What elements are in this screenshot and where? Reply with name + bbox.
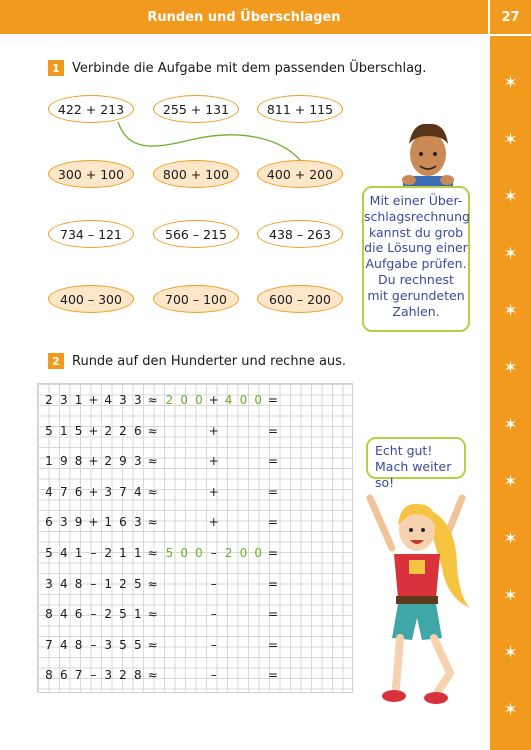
- task-oval[interactable]: 734 – 121: [48, 220, 134, 248]
- digit: 2: [45, 393, 53, 407]
- hint-line: Mit einer Über-: [369, 193, 463, 208]
- task-oval[interactable]: 422 + 213: [48, 95, 134, 123]
- operator: +: [208, 515, 219, 530]
- star-icon: ✶: [503, 586, 518, 606]
- operator: +: [88, 393, 99, 407]
- calculation-row: [38, 606, 354, 622]
- answer-digit[interactable]: 2: [165, 393, 174, 407]
- equals-sign: =: [267, 668, 279, 683]
- digit: 8: [45, 668, 53, 683]
- approx-sign: ≈: [147, 668, 158, 683]
- praise-speech-bubble: [366, 437, 466, 490]
- equals-sign: =: [267, 454, 279, 469]
- praise-line: Echt gut!: [375, 443, 433, 458]
- digit: 1: [133, 607, 142, 622]
- digit: 5: [119, 637, 127, 652]
- calculation-row: [38, 667, 354, 683]
- digit: 4: [104, 393, 112, 407]
- task-oval[interactable]: 811 + 115: [257, 95, 343, 123]
- task-oval[interactable]: 566 – 215: [153, 220, 239, 248]
- approx-sign: ≈: [147, 515, 158, 530]
- operator: +: [88, 423, 99, 438]
- answer-digit[interactable]: 0: [195, 393, 203, 407]
- digit: 7: [59, 484, 68, 499]
- digit: 7: [119, 484, 127, 499]
- task-oval[interactable]: 255 + 131: [153, 95, 239, 123]
- approx-sign: ≈: [147, 423, 158, 438]
- operator: –: [90, 576, 97, 591]
- calculation-row: [38, 392, 354, 408]
- hint-line: kannst du grob: [368, 224, 464, 240]
- digit: 1: [45, 454, 53, 469]
- digit: 1: [74, 393, 83, 407]
- operator: –: [210, 607, 217, 622]
- approx-sign: ≈: [147, 454, 158, 469]
- digit: 5: [45, 423, 53, 438]
- approx-sign: ≈: [147, 393, 158, 407]
- digit: 3: [59, 393, 68, 407]
- digit: 4: [133, 484, 142, 499]
- calculation-grid[interactable]: [37, 383, 353, 693]
- calculation-row: [38, 514, 354, 530]
- operator: –: [210, 576, 217, 591]
- approx-sign: ≈: [147, 576, 158, 591]
- digit: 3: [119, 393, 127, 407]
- approx-sign: ≈: [147, 546, 158, 560]
- operator: +: [208, 484, 219, 499]
- digit: 6: [59, 668, 68, 683]
- digit: 8: [74, 576, 83, 591]
- girl-illustration: [362, 488, 472, 718]
- hint-line: mit gerundeten: [367, 287, 465, 303]
- estimate-oval[interactable]: 700 – 100: [153, 285, 239, 313]
- digit: 6: [119, 515, 127, 530]
- digit: 4: [59, 607, 68, 622]
- operator: –: [210, 546, 217, 560]
- digit: 4: [59, 576, 68, 591]
- answer-digit[interactable]: 0: [180, 393, 188, 407]
- digit: 6: [133, 423, 142, 438]
- digit: 8: [133, 668, 142, 683]
- task-instruction: Verbinde die Aufgabe mit dem passenden Überschlag.: [72, 60, 427, 76]
- answer-digit[interactable]: 4: [224, 393, 233, 407]
- calculation-row: [38, 576, 354, 592]
- answer-digit[interactable]: 0: [239, 546, 248, 560]
- digit: 1: [74, 546, 83, 560]
- equals-sign: =: [267, 546, 279, 560]
- digit: 3: [133, 515, 142, 530]
- hint-line: Zahlen.: [392, 303, 440, 319]
- operator: +: [88, 454, 99, 469]
- hint-line: Aufgabe prüfen.: [365, 256, 467, 272]
- star-icon: ✶: [503, 301, 518, 321]
- task-number: 1: [48, 60, 64, 76]
- digit: 1: [104, 576, 112, 591]
- digit: 9: [59, 454, 68, 469]
- star-icon: ✶: [503, 529, 518, 549]
- digit: 3: [104, 668, 112, 683]
- star-icon: ✶: [503, 358, 518, 378]
- star-icon: ✶: [503, 700, 518, 720]
- digit: 5: [45, 546, 53, 560]
- digit: 5: [119, 607, 127, 622]
- digit: 1: [133, 546, 142, 560]
- star-icon: ✶: [503, 187, 518, 207]
- answer-digit[interactable]: 2: [224, 546, 233, 560]
- digit: 3: [133, 393, 142, 407]
- equals-sign: =: [267, 515, 279, 530]
- praise-line: Mach weiter so!: [375, 458, 452, 490]
- digit: 7: [74, 668, 83, 683]
- operator: –: [90, 637, 97, 652]
- answer-digit[interactable]: 0: [254, 393, 262, 407]
- operator: –: [90, 607, 97, 622]
- digit: 1: [59, 423, 68, 438]
- task-number: 2: [48, 353, 64, 369]
- digit: 3: [104, 637, 112, 652]
- star-icon: ✶: [503, 130, 518, 150]
- digit: 2: [104, 454, 112, 469]
- star-icon: ✶: [503, 244, 518, 264]
- hint-line: die Lösung einer: [364, 240, 468, 256]
- equals-sign: =: [267, 607, 279, 622]
- answer-digit[interactable]: 0: [180, 546, 188, 560]
- approx-sign: ≈: [147, 607, 158, 622]
- equals-sign: =: [267, 393, 279, 407]
- digit: 3: [59, 515, 68, 530]
- estimate-oval[interactable]: 400 + 200: [257, 160, 343, 188]
- estimate-oval[interactable]: 400 – 300: [48, 285, 134, 313]
- star-icon: ✶: [503, 415, 518, 435]
- hint-line: schlagsrechnung: [364, 208, 470, 224]
- digit: 3: [104, 484, 112, 499]
- digit: 2: [104, 423, 112, 438]
- page-title: Runden und Überschlagen: [147, 9, 341, 25]
- star-icon: ✶: [503, 472, 518, 492]
- boy-illustration: [393, 114, 463, 194]
- operator: –: [90, 668, 97, 683]
- calculation-row: [38, 423, 354, 439]
- digit: 2: [119, 576, 127, 591]
- digit: 8: [74, 454, 83, 469]
- operator: +: [208, 423, 219, 438]
- calculation-row: [38, 484, 354, 500]
- digit: 4: [45, 484, 53, 499]
- digit: 8: [45, 607, 53, 622]
- digit: 3: [133, 454, 142, 469]
- star-icon: ✶: [503, 643, 518, 663]
- digit: 4: [59, 546, 68, 560]
- digit: 6: [74, 484, 83, 499]
- hint-speech-bubble: [362, 186, 470, 332]
- approx-sign: ≈: [147, 637, 158, 652]
- equals-sign: =: [267, 484, 279, 499]
- task-instruction: Runde auf den Hunderter und rechne aus.: [72, 353, 347, 369]
- answer-digit[interactable]: 0: [195, 546, 203, 560]
- estimate-oval[interactable]: 600 – 200: [257, 285, 343, 313]
- digit: 3: [45, 576, 53, 591]
- equals-sign: =: [267, 576, 279, 591]
- answer-digit[interactable]: 0: [254, 546, 262, 560]
- operator: +: [208, 393, 219, 407]
- estimate-oval[interactable]: 800 + 100: [153, 160, 239, 188]
- hint-line: Du rechnest: [378, 271, 454, 287]
- digit: 9: [119, 454, 127, 469]
- operator: +: [88, 515, 99, 530]
- digit: 4: [59, 637, 68, 652]
- digit: 2: [119, 668, 127, 683]
- star-icon: ✶: [503, 73, 518, 93]
- calculation-row: [38, 545, 354, 561]
- equals-sign: =: [267, 423, 279, 438]
- digit: 5: [133, 637, 142, 652]
- operator: +: [88, 484, 99, 499]
- digit: 9: [74, 515, 83, 530]
- answer-digit[interactable]: 0: [239, 393, 248, 407]
- digit: 1: [119, 546, 127, 560]
- calculation-row: [38, 637, 354, 653]
- operator: +: [208, 454, 219, 469]
- digit: 1: [104, 515, 112, 530]
- answer-digit[interactable]: 5: [165, 546, 174, 560]
- digit: 6: [74, 607, 83, 622]
- operator: –: [210, 668, 217, 683]
- digit: 6: [45, 515, 53, 530]
- task-oval[interactable]: 438 – 263: [257, 220, 343, 248]
- digit: 5: [74, 423, 83, 438]
- page-number: 27: [490, 0, 531, 34]
- calculation-row: [38, 453, 354, 469]
- digit: 5: [133, 576, 142, 591]
- digit: 2: [104, 546, 112, 560]
- digit: 2: [119, 423, 127, 438]
- estimate-oval[interactable]: 300 + 100: [48, 160, 134, 188]
- approx-sign: ≈: [147, 484, 158, 499]
- equals-sign: =: [267, 637, 279, 652]
- task-2-heading: [48, 353, 346, 369]
- operator: –: [90, 546, 97, 560]
- digit: 7: [45, 637, 53, 652]
- digit: 2: [104, 607, 112, 622]
- operator: –: [210, 637, 217, 652]
- digit: 8: [74, 637, 83, 652]
